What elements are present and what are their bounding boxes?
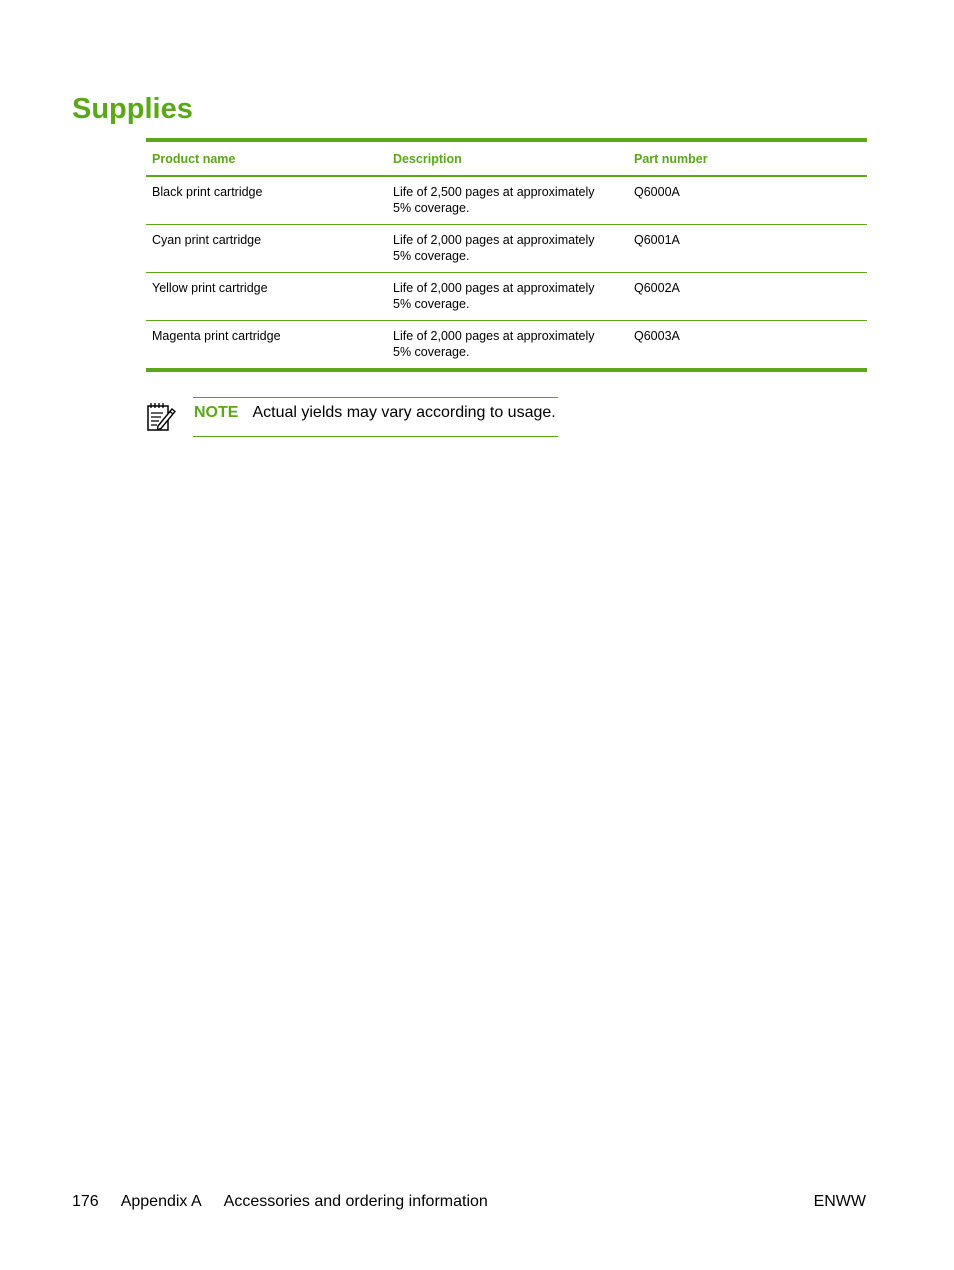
note-pad-pencil-icon bbox=[145, 400, 177, 432]
table-row bbox=[146, 176, 867, 225]
header-part-number: Part number bbox=[628, 140, 868, 176]
description-line: Life of 2,000 pages at approximately bbox=[393, 281, 595, 295]
supplies-table bbox=[146, 138, 867, 372]
cell-description bbox=[387, 225, 628, 273]
cell-description bbox=[387, 321, 628, 371]
cell-part-number: Q6003A bbox=[628, 321, 868, 371]
page-footer bbox=[72, 1192, 866, 1212]
header-product-name: Product name bbox=[146, 140, 387, 176]
table-row bbox=[146, 321, 867, 371]
cell-description bbox=[387, 176, 628, 225]
cell-part-number: Q6002A bbox=[628, 273, 868, 321]
description-line: Life of 2,000 pages at approximately bbox=[393, 233, 595, 247]
note-text: Actual yields may vary according to usage. bbox=[252, 404, 556, 421]
footer-section: Appendix A bbox=[120, 1193, 202, 1210]
table-header-row bbox=[146, 140, 867, 176]
description-line: 5% coverage. bbox=[393, 249, 470, 263]
table-row bbox=[146, 273, 867, 321]
cell-description bbox=[387, 273, 628, 321]
page-title: Supplies bbox=[72, 93, 193, 125]
description-line: 5% coverage. bbox=[393, 297, 470, 311]
cell-product-name: Cyan print cartridge bbox=[146, 225, 387, 273]
header-description: Description bbox=[387, 140, 628, 176]
cell-product-name: Magenta print cartridge bbox=[152, 329, 281, 343]
page-number: 176 bbox=[72, 1193, 99, 1210]
cell-part-number: Q6000A bbox=[628, 176, 868, 225]
table-row bbox=[146, 225, 867, 273]
cell-product-name: Yellow print cartridge bbox=[146, 273, 387, 321]
note-box bbox=[193, 397, 558, 437]
footer-locale: ENWW bbox=[813, 1193, 866, 1210]
description-line: Life of 2,000 pages at approximately bbox=[393, 329, 595, 343]
cell-part-number: Q6001A bbox=[628, 225, 868, 273]
note-label: NOTE bbox=[194, 404, 239, 421]
description-line: 5% coverage. bbox=[393, 201, 470, 215]
description-line: Life of 2,500 pages at approximately bbox=[393, 185, 595, 199]
cell-product-name: Black print cartridge bbox=[146, 176, 387, 225]
footer-left bbox=[72, 1192, 866, 1212]
footer-chapter: Accessories and ordering information bbox=[223, 1193, 488, 1210]
description-line: 5% coverage. bbox=[393, 345, 470, 359]
